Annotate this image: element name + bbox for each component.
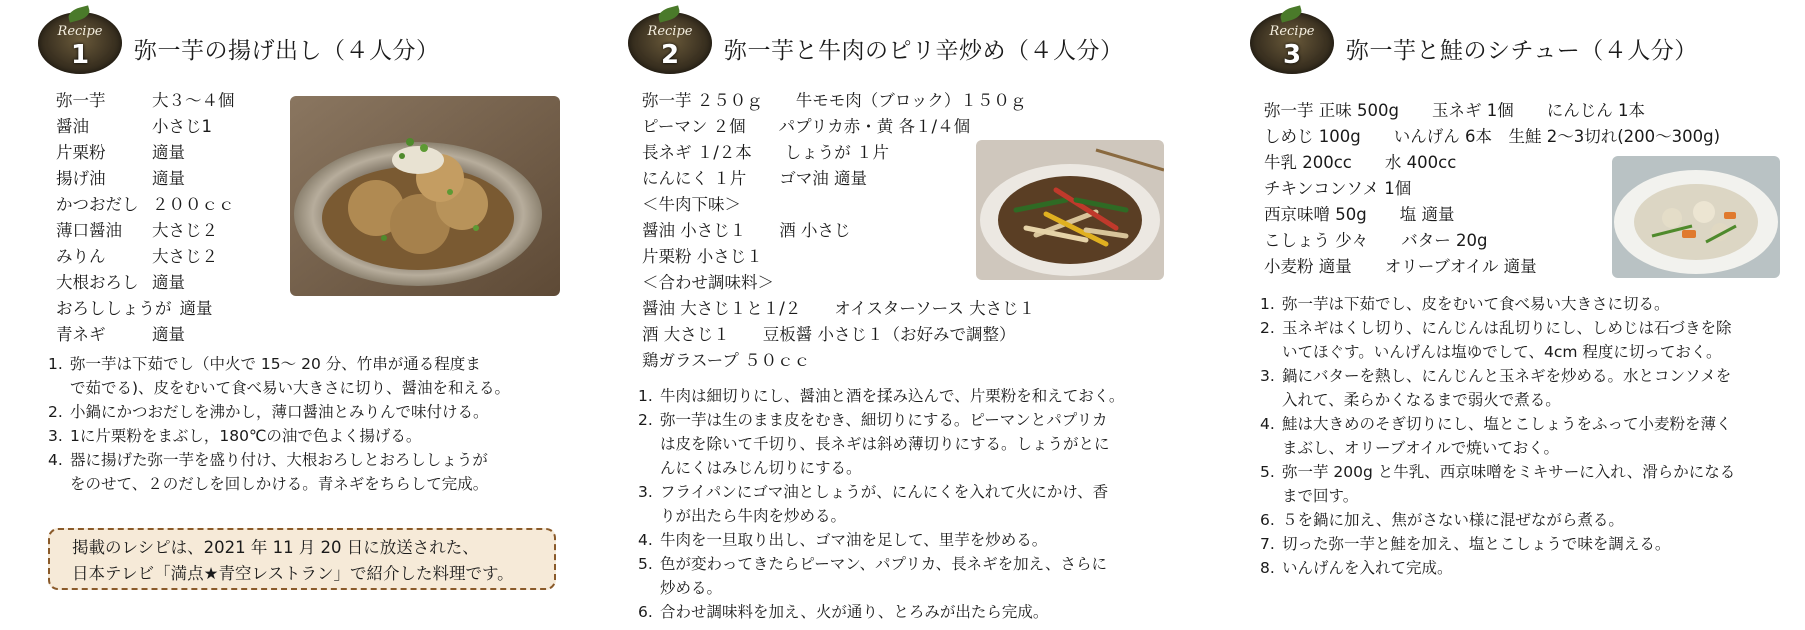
ingredient-row: 弥一芋 大３～４個	[56, 91, 235, 110]
ingredient-row: 大根おろし 適量	[56, 273, 185, 292]
step-item: 2. 小鍋にかつおだしを沸かし，薄口醤油とみりんで味付ける。	[48, 403, 489, 421]
step-item: 3. 鍋にバターを熱し、にんじんと玉ネギを炒める。水とコンソメを 入れて、柔らかくなるまで弱火で煮る。	[1260, 367, 1732, 409]
step-item: 1. 牛肉は細切りにし、醤油と酒を揉み込んで、片栗粉を和えておく。	[638, 387, 1125, 405]
ingredient-line: 鶏ガラスープ ５０ｃｃ	[642, 351, 811, 370]
dish-photo	[976, 140, 1164, 280]
step-item: 6. ５を鍋に加え、焦がさない様に混ぜながら煮る。	[1260, 511, 1624, 529]
ingredient-line: 酒 大さじ１ 豆板醤 小さじ１（お好みで調整）	[642, 325, 1016, 344]
ingredient-row: かつおだし ２００ｃｃ	[56, 195, 235, 214]
ingredient-line: 牛乳 200cc 水 400cc	[1264, 153, 1457, 172]
ingredient-line: 弥一芋 正味 500g 玉ネギ 1個 にんじん 1本	[1264, 101, 1645, 120]
recipe-3-header	[1250, 8, 1790, 80]
recipe-number: 1	[70, 40, 90, 70]
ingredient-row: 片栗粉 適量	[56, 143, 185, 162]
ingredient-row: みりん 大さじ２	[56, 247, 218, 266]
recipe-2-header	[628, 8, 1168, 80]
step-list	[1260, 292, 1790, 580]
ingredient-line: こしょう 少々 バター 20g	[1264, 231, 1488, 250]
step-list	[48, 352, 568, 496]
recipe-3	[1250, 0, 1790, 630]
ingredient-line: ＜合わせ調味料＞	[642, 273, 774, 292]
step-item: 3. 1に片栗粉をまぶし，180℃の油で色よく揚げる。	[48, 427, 422, 445]
ingredient-line: 弥一芋 ２５０ｇ 牛モモ肉（ブロック）１５０ｇ	[642, 91, 1027, 110]
recipe-title: 弥一芋の揚げ出し（４人分）	[134, 38, 440, 64]
ingredient-list	[56, 88, 235, 348]
dish-photo	[290, 96, 560, 296]
recipe-2	[628, 0, 1168, 630]
step-item: 2. 弥一芋は生のまま皮をむき、細切りにする。ピーマンとパプリカ は皮を除いて千切り、長ネギは斜め薄切りにする。しょうがとに んにくはみじん切りにする。	[638, 411, 1110, 477]
dish-photo	[1612, 156, 1780, 278]
step-item: 3. フライパンにゴマ油としょうが、にんにくを入れて火にかけ、香 りが出たら牛肉を炒める。	[638, 483, 1109, 525]
recipe-number: 3	[1282, 40, 1302, 70]
recipe-badge-icon: Recipe 3	[1250, 12, 1334, 74]
recipe-1-header	[38, 8, 578, 80]
step-item: 1. 弥一芋は下茹でし、皮をむいて食べ易い大きさに切る。	[1260, 295, 1670, 313]
ingredient-row: 青ネギ 適量	[56, 325, 185, 344]
step-list	[638, 384, 1166, 624]
step-item: 8. いんげんを入れて完成。	[1260, 559, 1453, 577]
step-item: 4. 鮭は大きめのそぎ切りにし、塩とこしょうをふって小麦粉を薄く まぶし、オリーブオイルで焼いておく。	[1260, 415, 1732, 457]
ingredient-line: ピーマン ２個 パプリカ赤・黄 各１/４個	[642, 117, 971, 136]
step-item: 5. 色が変わってきたらピーマン、パプリカ、長ネギを加え、さらに 炒める。	[638, 555, 1108, 597]
ingredient-line: にんにく １片 ゴマ油 適量	[642, 169, 867, 188]
broadcast-notice: 掲載のレシピは、2021 年 11 月 20 日に放送された、 日本テレビ「満点★青空レストラン」で紹介した料理です。	[48, 528, 556, 590]
ingredient-line: 醤油 小さじ１ 酒 小さじ	[642, 221, 851, 240]
ingredient-row: おろししょうが 適量	[56, 299, 213, 318]
ingredient-line: チキンコンソメ 1個	[1264, 179, 1412, 198]
step-item: 4. 器に揚げた弥一芋を盛り付け、大根おろしとおろししょうが をのせて、２のだしを回しかける。青ネギをちらして完成。	[48, 451, 489, 493]
ingredient-line: 長ネギ １/２本 しょうが １片	[642, 143, 890, 162]
ingredient-line: 片栗粉 小さじ１	[642, 247, 763, 266]
recipe-title: 弥一芋と鮭のシチュー（４人分）	[1346, 38, 1698, 64]
ingredient-line: ＜牛肉下味＞	[642, 195, 741, 214]
ingredient-row: 薄口醤油 大さじ２	[56, 221, 218, 240]
step-item: 2. 玉ネギはくし切り、にんじんは乱切りにし、しめじは石づきを除 いてほぐす。いんげんは塩ゆでして、4cm 程度に切っておく。	[1260, 319, 1732, 361]
step-item: 1. 弥一芋は下茹でし（中火で 15～ 20 分、竹串が通る程度ま で茹でる)、皮をむいて食べ易い大きさに切り、醤油を和える。	[48, 355, 511, 397]
recipe-number: 2	[660, 40, 680, 70]
step-item: 4. 牛肉を一旦取り出し、ゴマ油を足して、里芋を炒める。	[638, 531, 1048, 549]
ingredient-line: 西京味噌 50g 塩 適量	[1264, 205, 1455, 224]
step-item: 7. 切った弥一芋と鮭を加え、塩とこしょうで味を調える。	[1260, 535, 1671, 553]
ingredient-row: 醤油 小さじ1	[56, 117, 212, 136]
step-item: 5. 弥一芋 200g と牛乳、西京味噌をミキサーに入れ、滑らかになる まで回す。	[1260, 463, 1736, 505]
ingredient-line: 小麦粉 適量 オリーブオイル 適量	[1264, 257, 1537, 276]
recipe-1	[38, 0, 578, 630]
ingredient-line: しめじ 100g いんげん 6本 生鮭 2～3切れ(200～300g)	[1264, 127, 1721, 146]
recipe-badge-icon: Recipe 2	[628, 12, 712, 74]
ingredient-row: 揚げ油 適量	[56, 169, 185, 188]
ingredient-line: 醤油 大さじ１と１/２ オイスターソース 大さじ１	[642, 299, 1036, 318]
recipe-title: 弥一芋と牛肉のピリ辛炒め（４人分）	[724, 38, 1124, 64]
step-item: 6. 合わせ調味料を加え、火が通り、とろみが出たら完成。	[638, 603, 1049, 621]
recipe-badge-icon: Recipe 1	[38, 12, 122, 74]
